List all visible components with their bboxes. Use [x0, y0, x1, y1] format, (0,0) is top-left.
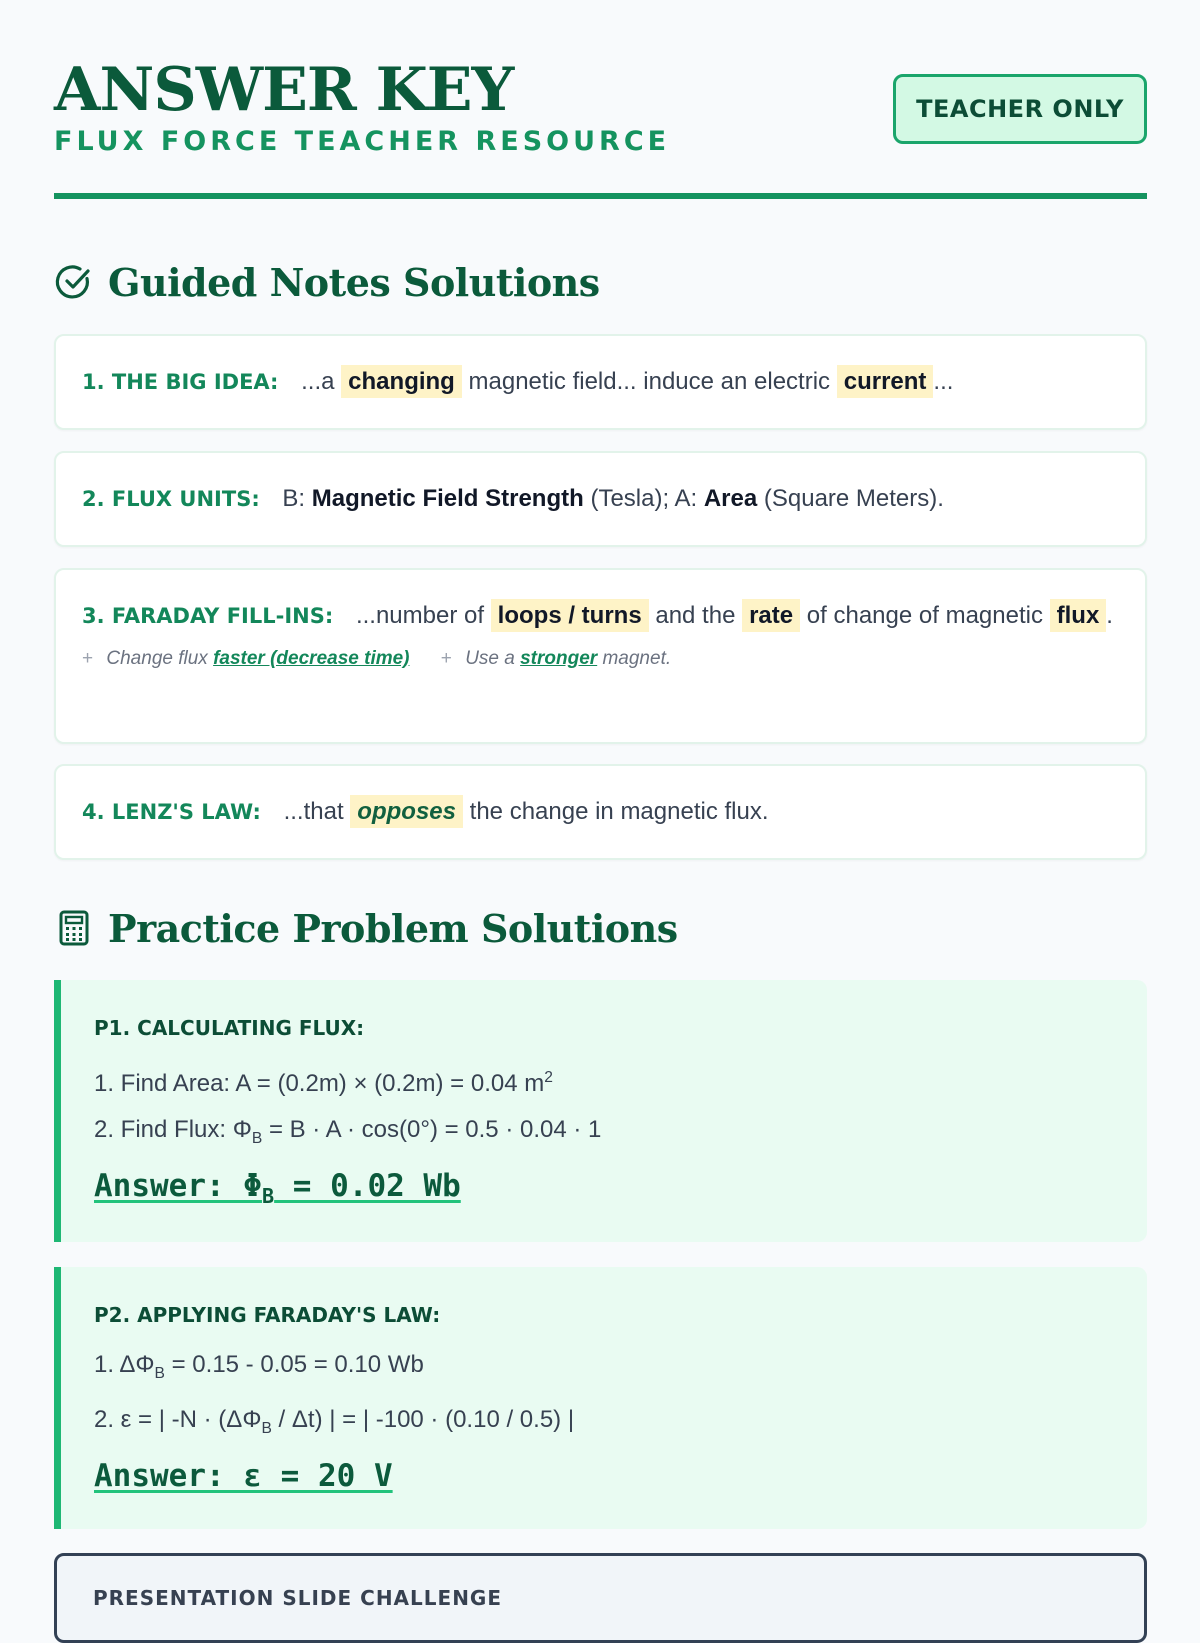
note-text: (Tesla); A: — [590, 485, 698, 512]
hint-text: Change flux — [106, 648, 208, 669]
problem-p1 — [54, 980, 1147, 1242]
problem-title: P1. CALCULATING FLUX: — [94, 1016, 365, 1040]
check-circle-icon — [54, 262, 94, 302]
solution-step: 2. Find Flux: $\Phi_B = B \cdot A \cdot \cos(0^\circ) = 0.5 \cdot 0.04 \cdot 1$ — [94, 1116, 602, 1147]
solution-step: 2. ε = | $-N \cdot (\Delta\Phi_B / \Delta t)$ | = | -100 · (0.10 / 0.5) | — [94, 1405, 575, 1437]
note-text: the change in magnetic flux. — [469, 798, 769, 825]
note-text: B: — [282, 485, 306, 512]
note-text: of change of magnetic — [806, 602, 1043, 629]
note-text: (Square Meters). — [763, 485, 944, 512]
page-subtitle: FLUX FORCE TEACHER RESOURCE — [54, 126, 671, 157]
presentation-slide-challenge-card — [54, 1553, 1147, 1643]
answer-highlight: current — [837, 365, 934, 398]
note-text: ... — [933, 368, 954, 395]
note-lenz — [54, 764, 1147, 860]
hint-answer: stronger — [520, 648, 598, 669]
note-text: magnetic field... induce an electric — [468, 368, 831, 395]
plus-icon: + — [82, 648, 94, 669]
note-label: 1. THE BIG IDEA: — [82, 370, 279, 394]
solution-step: 1. $\Delta\Phi_B = 0.15 - 0.05 = 0.10$ Wb — [94, 1351, 424, 1382]
problem-title: P2. APPLYING FARADAY'S LAW: — [94, 1303, 441, 1327]
note-label: 4. LENZ'S LAW: — [82, 800, 261, 824]
section-title: Guided Notes Solutions — [108, 259, 600, 305]
note-text: and the — [655, 602, 736, 629]
note-text: ...a — [301, 368, 335, 395]
guided-notes-heading — [54, 254, 600, 310]
answer-strong: Magnetic Field Strength — [311, 485, 584, 512]
answer-strong: Area — [703, 485, 758, 512]
calculator-icon — [54, 908, 94, 948]
answer-highlight: rate — [742, 599, 800, 632]
faraday-hints — [82, 648, 1119, 670]
hint-text: Use a — [465, 648, 515, 669]
note-big-idea — [54, 334, 1147, 430]
hint-text: magnet. — [602, 648, 672, 669]
header — [54, 0, 1147, 200]
teacher-only-badge: TEACHER ONLY — [893, 74, 1147, 144]
plus-icon: + — [440, 648, 452, 669]
section-title: Practice Problem Solutions — [108, 905, 678, 951]
hint-stronger — [441, 648, 671, 669]
note-text: ...number of — [355, 602, 484, 629]
hint-faster — [82, 648, 415, 669]
answer-key-page — [54, 0, 1147, 1610]
note-label: 2. FLUX UNITS: — [82, 487, 260, 511]
note-text: . — [1106, 602, 1113, 629]
final-answer: Answer: ε = 20 V — [94, 1457, 393, 1494]
page-title: ANSWER KEY — [54, 55, 514, 125]
hint-answer: faster (decrease time) — [213, 648, 410, 669]
answer-highlight: loops / turns — [491, 599, 649, 632]
note-label: 3. FARADAY FILL-INS: — [82, 604, 334, 628]
problem-p2 — [54, 1267, 1147, 1529]
note-text: ...that — [283, 798, 344, 825]
practice-heading — [54, 900, 678, 956]
header-divider — [54, 193, 1147, 199]
note-flux-units — [54, 451, 1147, 547]
solution-step: 1. Find Area: A = (0.2m) × (0.2m) = 0.04 $m^2$ — [94, 1069, 553, 1097]
answer-highlight: opposes — [350, 795, 463, 828]
final-answer: Answer: $\Phi_B = 0.02$ Wb — [94, 1167, 461, 1208]
note-faraday — [54, 568, 1147, 744]
answer-highlight: flux — [1050, 599, 1107, 632]
answer-highlight: changing — [341, 365, 462, 398]
card-label: PRESENTATION SLIDE CHALLENGE — [93, 1586, 503, 1610]
